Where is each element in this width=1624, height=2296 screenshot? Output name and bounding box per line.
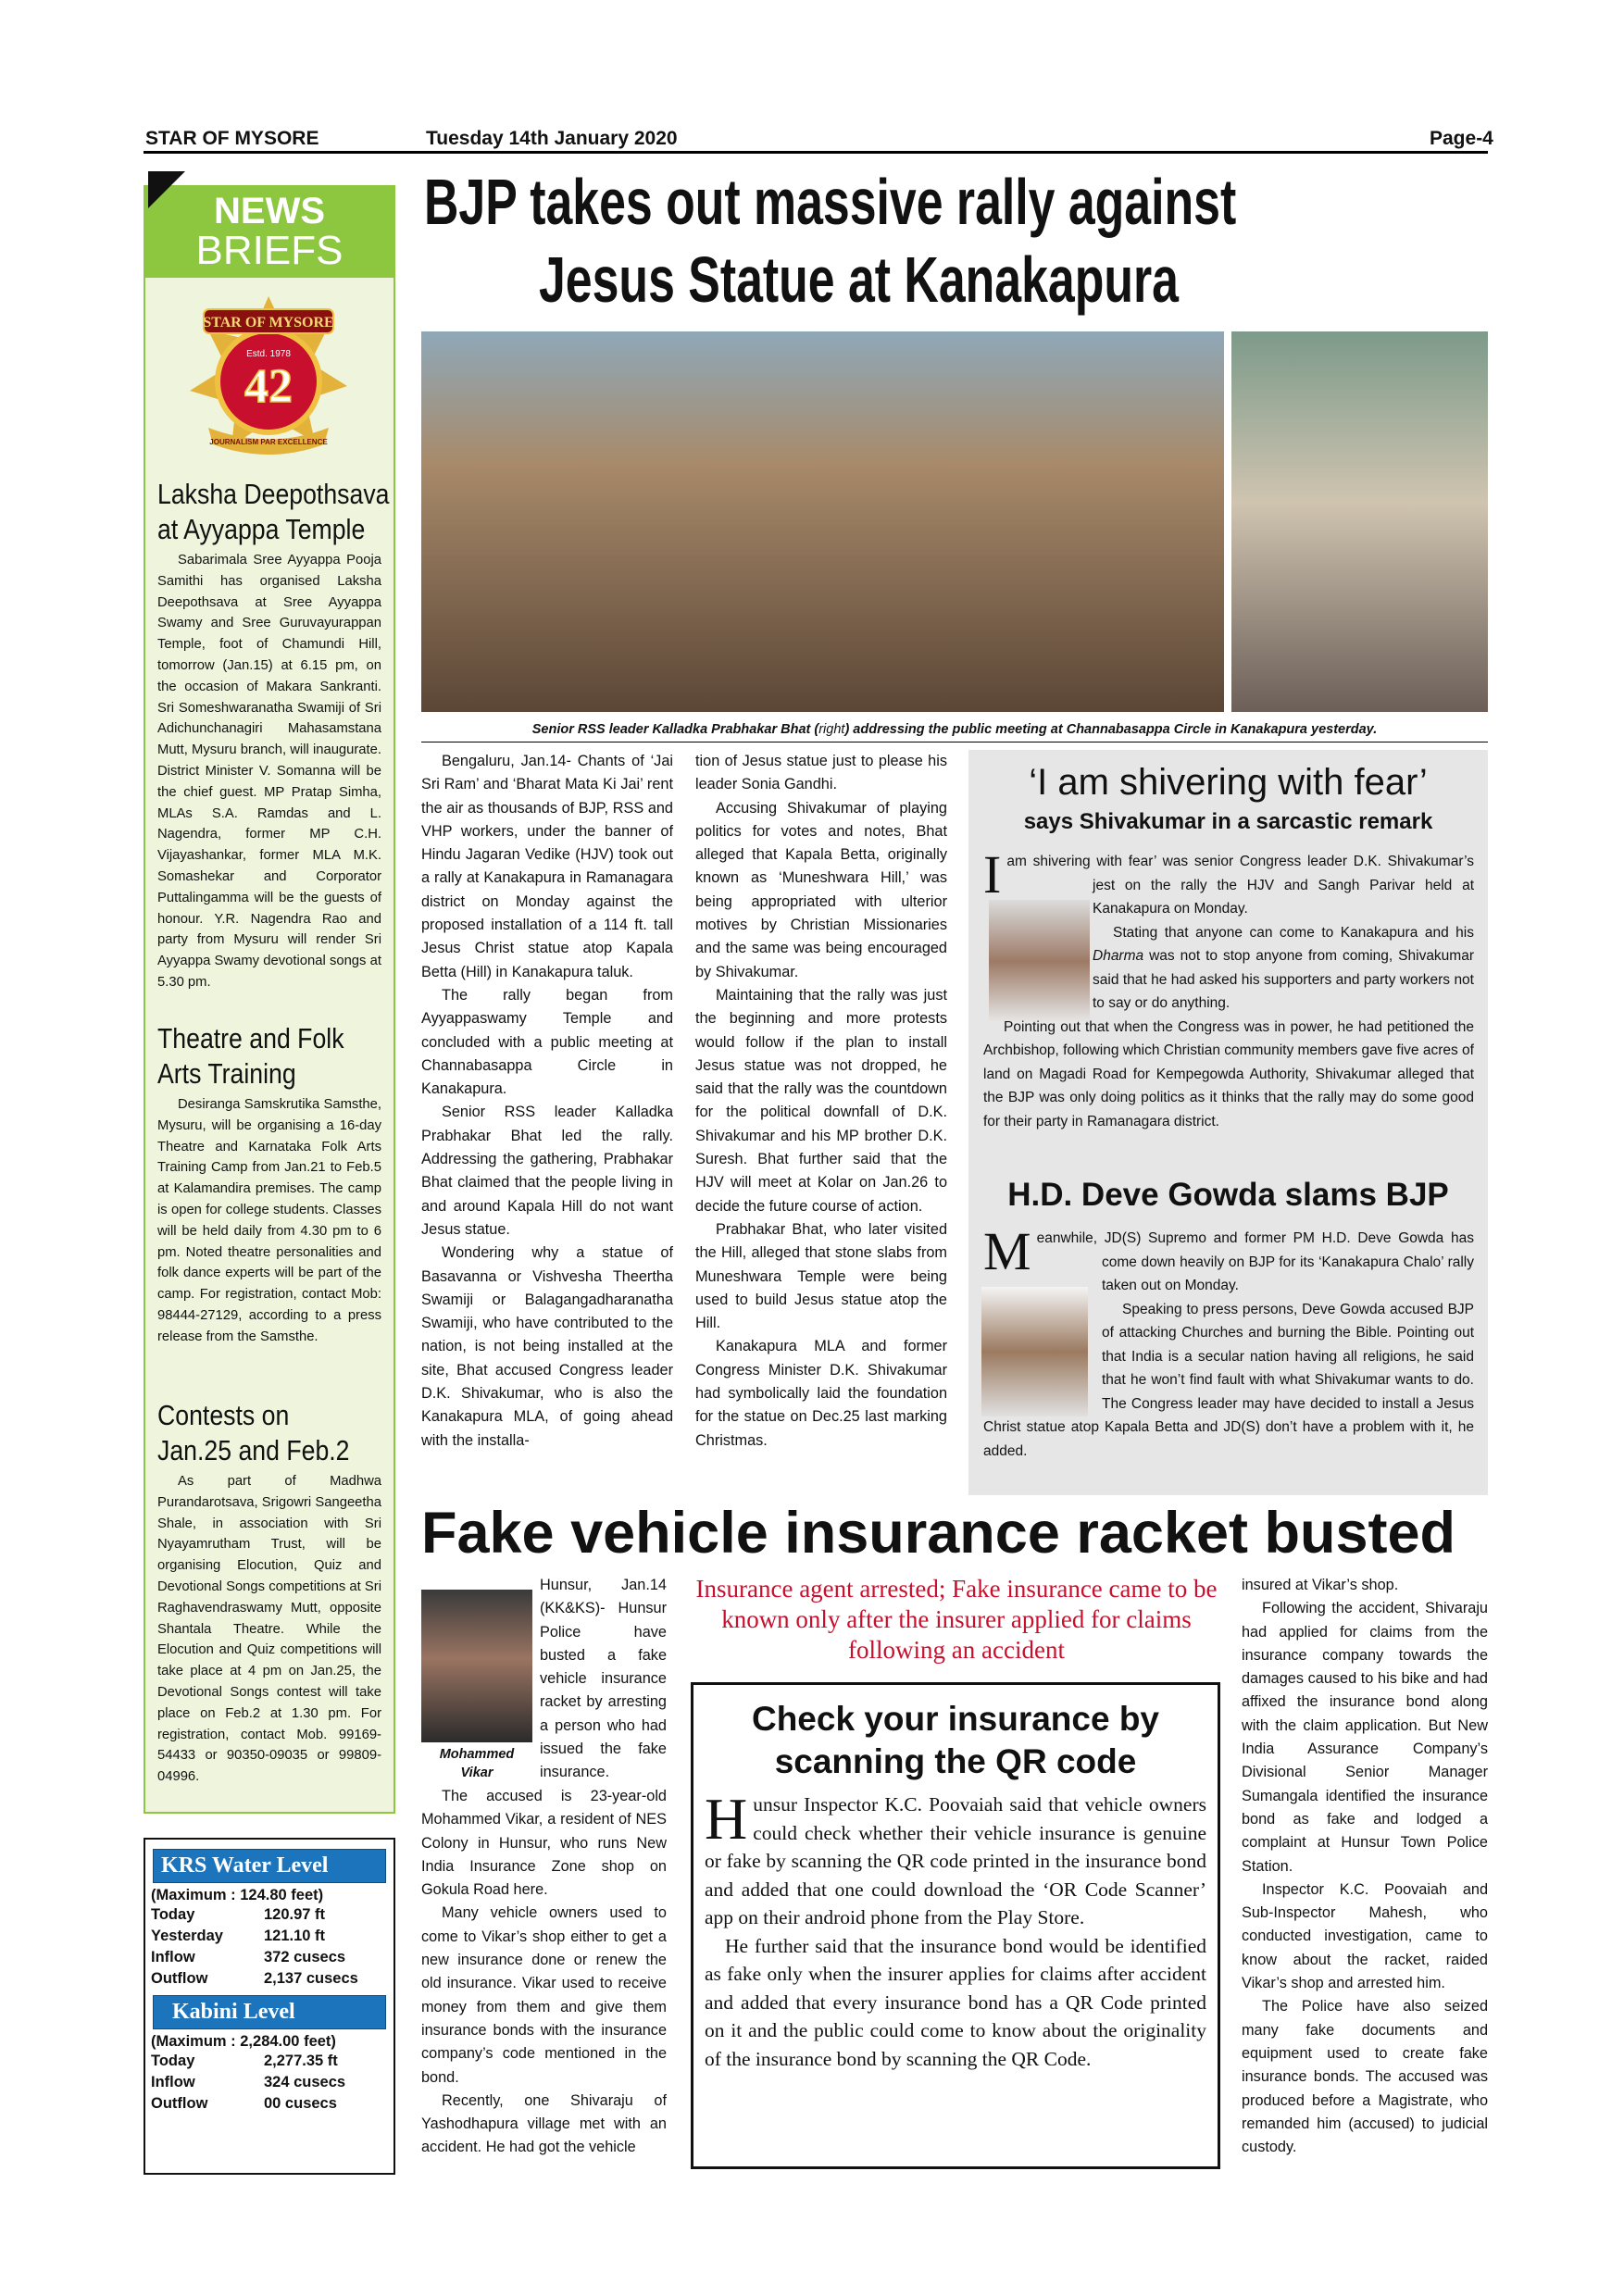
krs-row: Yesterday 121.10 ft <box>151 1928 326 1944</box>
logo-name: STAR OF MYSORE <box>203 315 334 331</box>
logo-estd: Estd. 1978 <box>246 349 291 359</box>
lead-headline-line-1: BJP takes out massive rally against <box>424 166 1237 238</box>
kabini-row: Today 2,277.35 ft <box>151 2053 338 2069</box>
insurance-column-1: The accused is 23-year-old Mohammed Vikar, a resident of NES Colony in Hunsur, who runs New India Insurance Zone shop on Gokula Road here. Many vehicle owners used to come to Vikar’s shop either to get a new insurance done or renew the old insurance. Vikar used to receive money from them and give them insurance bonds with the insurance company’s code mentioned in the bond. Recently, one Shivaraju of Yashodhapura village met with an accident. He had got the vehicle <box>421 1788 667 2156</box>
news-briefs-title-top: NEWS <box>214 191 325 231</box>
page-number: Page-4 <box>1430 128 1493 149</box>
issue-date: Tuesday 14th January 2020 <box>426 128 678 149</box>
krs-level-table <box>145 1904 364 1990</box>
shivakumar-subhead: says Shivakumar in a sarcastic remark <box>1023 809 1433 834</box>
deve-gowda-headline: H.D. Deve Gowda slams BJP <box>1007 1177 1449 1213</box>
kabini-maximum: (Maximum : 2,284.00 feet) <box>151 2033 336 2050</box>
brief-3-body: As part of Madhwa Purandarotsava, Srigowri Sangeetha Shale, in association with Sri Nyayamrutham Trust, will be organising Elocution, Quiz and Devotional Songs competitions at Sri Raghavendraswamy Mutt, opposite Shantala Theatre. While the Elocution and Quiz competitions will take place at 4 pm on Jan.25, the Devotional Songs contest will take place on Feb.2 at 1.30 pm. For registration, contact Mob. 99169-54433 or 90350-09035 or 99809-04996. <box>157 1474 381 1785</box>
water-level-box <box>144 1838 395 2175</box>
shivakumar-story: I am shivering with fear’ was senior Congress leader D.K. Shivakumar’s jest on the rally the HJV and Sangh Parivar held at Kanakapura on Monday. Stating that anyone can come to Kanakapura and his Dharma was not to stop anyone from coming, Shivakumar said that he had asked his supporters and party workers not to say or do anything. Pointing out that when the Congress was in power, he had petitioned the Archbishop, following which Christian community members gave five acres of land on Magadi Road for Kempegowda Authority, Shivakumar alleged that the BJP was only doing politics as it thinks that the rally may do some good for their party in Ramanagara district. <box>983 844 1474 1129</box>
brief-2-body: Desiranga Samskrutika Samsthe, Mysuru, will be organising a 16-day Theatre and Karnataka Folk Arts Training Camp from Jan.21 to Feb.5 at Kalamandira premises. The camp is open for college students. Classes will be held daily from 4.30 pm to 6 pm. Noted theatre personalities and folk dance experts will be part of the camp. For registration, contact Mob: 98444-27129, according to a press release from the Samsthe. <box>157 1097 381 1344</box>
krs-row: Inflow 372 cusecs <box>151 1949 346 1965</box>
lead-headline-line-2: Jesus Statue at Kanakapura <box>539 243 1179 316</box>
krs-row: Today 120.97 ft <box>151 1906 326 1923</box>
brief-1-body: Sabarimala Sree Ayyappa Pooja Samithi has organised Laksha Deepothsava at Sree Ayyappa Swamy and Sree Guruvayurappan Temple, foot of Chamundi Hill, tomorrow (Jan.15) at 6.15 pm, on the occasion of Makara Sankranti. Sri Someshwaranatha Swamiji of Sri Adichunchanagiri Mahasamstana Mutt, Mysuru branch, will inaugurate. District Minister V. Somanna will be the chief guest. MP Pratap Simha, MLAs S.A. Ramdas and L. Nagendra, former MP C.H. Vijayashankar, former MLA M.K. Somashekar and Corporator Puttalingamma will be the guests of honour. Y.R. Nagendra Rao and party from Mysuru will render Sri Ayyappa Swamy devotional songs at 5.30 pm. <box>157 553 381 990</box>
shivakumar-headline: ‘I am shivering with fear’ <box>1029 762 1428 803</box>
krs-maximum: (Maximum : 124.80 feet) <box>151 1887 324 1903</box>
insurance-wrap-text: Hunsur, Jan.14 (KK&KS)- Hunsur Police have busted a fake vehicle insurance racket by arresting a person who had issued the fake insurance. <box>540 1577 667 1781</box>
krs-row: Outflow 2,137 cusecs <box>151 1970 358 1987</box>
qr-box-body: H unsur Inspector K.C. Poovaiah said that vehicle owners could check whether their vehicle insurance is genuine or fake by scanning the QR code printed in the insurance bond and added that one could download the ‘OR Code Scanner’ app on their android phone from the Play Store. He further said that the insurance bond would be identified as fake only when the insurer applies for claims after accident and added that every insurance bond has a QR Code printed on it and the public could come to know about the originality of the insurance bond by scanning the QR Code. <box>705 1786 1206 2070</box>
insurance-headline: Fake vehicle insurance racket busted <box>421 1501 1456 1566</box>
kabini-level-table <box>145 2051 351 2115</box>
masthead-rule <box>144 151 1488 154</box>
deve-gowda-story: M eanwhile, JD(S) Supremo and former PM H.D. Deve Gowda has come down heavily on BJP for its ‘Kanakapura Chalo’ rally taken out on Monday. Speaking to press persons, Deve Gowda accused BJP of attacking Churches and burning the Bible. Pointing out that India is a secular nation having all religions, he said that he won’t find fault with what Shivakumar wants to do. The Congress leader may have decided to install a Jesus Christ statue atop Kapala Betta and JD(S) don’t have a problem with it, he added. <box>983 1221 1474 1459</box>
insurance-deck: Insurance agent arrested; Fake insurance came to be known only after the insurer applied for claims following an accident <box>695 1575 1218 1664</box>
lead-column-1: Bengaluru, Jan.14- Chants of ‘Jai Sri Ram’ and ‘Bharat Mata Ki Jai’ rent the air as thousands of BJP, RSS and VHP workers, under the banner of Hindu Jagaran Vedike (HJV) took out a rally at Kanakapura in Ramanagara district on Monday against the proposed installation of a 114 ft. tall Jesus Christ statue atop Kapala Betta (Hill) in Kanakapura taluk. The rally began from Ayyappaswamy Temple and concluded with a public meeting at Channabasappa Circle in Kanakapura. Senior RSS leader Kalladka Prabhakar Bhat led the rally. Addressing the gathering, Prabhakar Bhat claimed that the people living in and around Kapala Hill do not want Jesus statue. Wondering why a statue of Basavanna or Vishvesha Theertha Swamiji or Balagangadharanatha Swamiji, who have contributed to the nation, is not being installed at the site, Bhat accused Congress leader D.K. Shivakumar, who is also the Kanakapura MLA, of going ahead with the installa- <box>421 753 673 1449</box>
lead-column-2: tion of Jesus statue just to please his leader Sonia Gandhi. Accusing Shivakumar of playing politics for votes and notes, Bhat alleged that Kapala Betta, originally known as ‘Muneshwara Hill,’ was being appropriated with ulterior motives by Christian Missionaries and the same was being encouraged by Shivakumar. Maintaining that the rally was just the beginning and more protests would follow if the plan to install Jesus statue was not dropped, he said that the rally was the countdown for the political downfall of D.K. Shivakumar and his MP brother D.K. Suresh. Bhat further said that the HJV will meet at Kolar on Jan.26 to decide the future course of action. Prabhakar Bhat, who later visited the Hill, alleged that stone slabs from Muneshwara Temple were being used to build Jesus statue atop the Hill. Kanakapura MLA and former Congress Minister D.K. Shivakumar had symbolically laid the foundation for the statue on Dec.25 last marking Christmas. <box>695 753 947 1449</box>
star-of-mysore-42-logo <box>157 289 380 465</box>
kabini-row: Outflow 00 cusecs <box>151 2095 337 2112</box>
mohammed-vikar-caption: Mohammed Vikar <box>439 1747 515 1780</box>
qr-code-box <box>691 1682 1220 2169</box>
kabini-row: Inflow 324 cusecs <box>151 2074 346 2090</box>
brief-3-head: Contests on Jan.25 and Feb.2 <box>157 1399 350 1466</box>
news-briefs-title-bottom: BRIEFS <box>195 228 344 273</box>
krs-level-title: KRS Water Level <box>153 1849 386 1883</box>
lead-photo-caption: Senior RSS leader Kalladka Prabhakar Bhat (right) addressing the public meeting at Channabasappa Circle in Kanakapura yesterday. <box>531 722 1378 737</box>
qr-box-title: Check your insurance by scanning the QR code <box>751 1700 1160 1780</box>
brief-1-head: Laksha Deepothsava at Ayyappa Temple <box>157 478 390 545</box>
logo-ribbon: JOURNALISM PAR EXCELLENCE <box>209 438 328 446</box>
kabini-level-title: Kabini Level <box>153 1995 386 2029</box>
brief-2-head: Theatre and Folk Arts Training <box>157 1022 344 1090</box>
insurance-column-3: insured at Vikar’s shop. Following the accident, Shivaraju had applied for claims from the insurance company towards the damages caused to his bike and had affixed the insurance bond along with the claim application. But New India Assurance Company’s Divisional Senior Manager Sumangala identified the insurance bond as fake and lodged a complaint at Hunsur Town Police Station. Inspector K.C. Poovaiah and Sub-Inspector Mahesh, who conducted investigation, came to know about the racket, raided Vikar’s shop and arrested him. The Police have also seized many fake documents and equipment used to create fake insurance bonds. The accused was produced before a Magistrate, who remanded him (accused) to judicial custody. <box>1242 1577 1488 2156</box>
mohammed-vikar-photo <box>421 1590 532 1742</box>
logo-number: 42 <box>244 360 293 413</box>
speaker-photo <box>1231 331 1488 712</box>
rally-crowd-photo <box>421 331 1224 712</box>
paper-name: STAR OF MYSORE <box>145 128 319 149</box>
